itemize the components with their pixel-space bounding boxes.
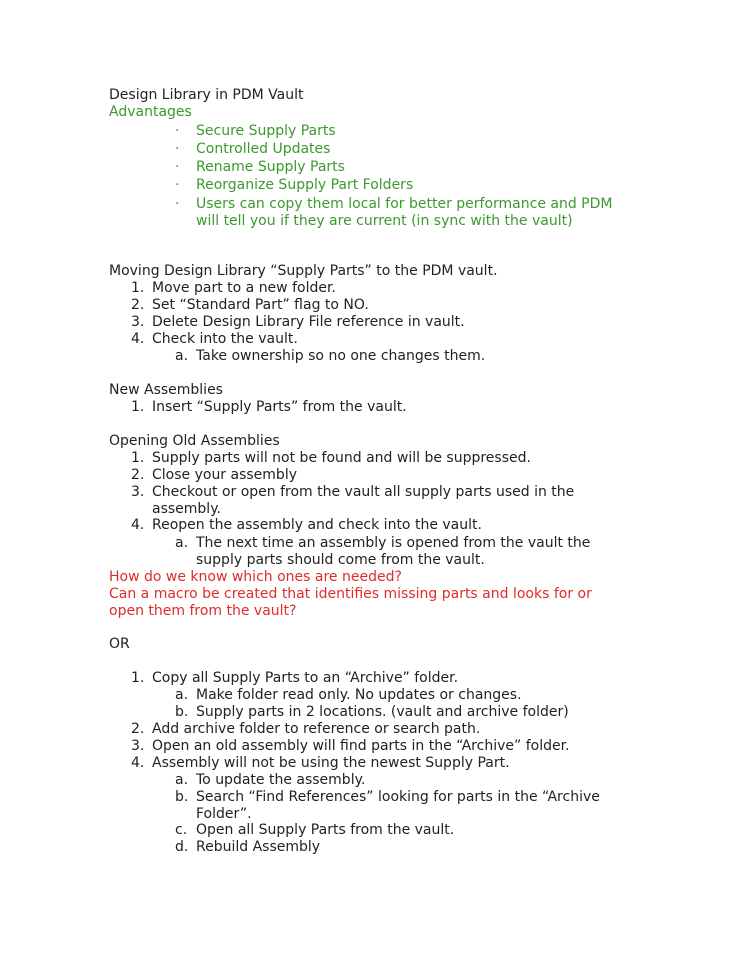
bullet-icon: · [175, 177, 180, 193]
list-item: Take ownership so no one changes them. [196, 348, 486, 364]
list-number: 1. [131, 280, 145, 296]
list-item: Close your assembly [152, 467, 297, 483]
list-item: Insert “Supply Parts” from the vault. [152, 399, 407, 415]
list-number: 2. [131, 467, 145, 483]
advantages-heading: Advantages [109, 104, 192, 120]
list-number: 2. [131, 297, 145, 313]
list-item-continued: supply parts should come from the vault. [196, 552, 485, 568]
list-item-continued: Folder”. [196, 806, 252, 822]
list-item: Set “Standard Part” flag to NO. [152, 297, 369, 313]
advantage-item: Controlled Updates [196, 141, 331, 157]
list-item: Rebuild Assembly [196, 839, 321, 855]
old-assemblies-heading: Opening Old Assemblies [109, 433, 280, 449]
bullet-icon: · [175, 196, 180, 212]
list-number: 1. [131, 670, 145, 686]
question-text: open them from the vault? [109, 603, 297, 619]
bullet-icon: · [175, 123, 180, 139]
list-number: 4. [131, 517, 145, 533]
list-letter: a. [175, 348, 189, 364]
list-number: 3. [131, 738, 145, 754]
question-text: Can a macro be created that identifies missing parts and looks for or [109, 586, 592, 602]
list-item: Supply parts in 2 locations. (vault and archive folder) [196, 704, 569, 720]
list-letter: b. [175, 704, 189, 720]
advantage-item: Rename Supply Parts [196, 159, 345, 175]
bullet-icon: · [175, 159, 180, 175]
list-letter: d. [175, 839, 189, 855]
list-item: Make folder read only. No updates or changes. [196, 687, 522, 703]
advantage-item: Reorganize Supply Part Folders [196, 177, 414, 193]
moving-heading: Moving Design Library “Supply Parts” to the PDM vault. [109, 263, 498, 279]
list-item: Open an old assembly will find parts in the “Archive” folder. [152, 738, 570, 754]
list-number: 4. [131, 755, 145, 771]
bullet-icon: · [175, 141, 180, 157]
list-item: Add archive folder to reference or search path. [152, 721, 481, 737]
list-letter: a. [175, 687, 189, 703]
page-title: Design Library in PDM Vault [109, 87, 304, 103]
list-item-continued: assembly. [152, 501, 221, 517]
new-assemblies-heading: New Assemblies [109, 382, 223, 398]
list-item: Check into the vault. [152, 331, 298, 347]
list-item: Copy all Supply Parts to an “Archive” folder. [152, 670, 459, 686]
list-item: Open all Supply Parts from the vault. [196, 822, 455, 838]
or-label: OR [109, 636, 130, 652]
advantage-item: Users can copy them local for better performance and PDM [196, 196, 613, 212]
list-number: 3. [131, 484, 145, 500]
list-item: The next time an assembly is opened from the vault the [196, 535, 591, 551]
list-letter: b. [175, 789, 189, 805]
list-item: Search “Find References” looking for parts in the “Archive [196, 789, 600, 805]
list-letter: a. [175, 772, 189, 788]
list-item: Delete Design Library File reference in vault. [152, 314, 465, 330]
question-text: How do we know which ones are needed? [109, 569, 402, 585]
advantage-item-continued: will tell you if they are current (in sync with the vault) [196, 213, 573, 229]
list-item: Reopen the assembly and check into the vault. [152, 517, 482, 533]
list-number: 1. [131, 450, 145, 466]
list-item: Move part to a new folder. [152, 280, 336, 296]
list-number: 4. [131, 331, 145, 347]
list-number: 3. [131, 314, 145, 330]
list-item: Checkout or open from the vault all supply parts used in the [152, 484, 575, 500]
list-letter: a. [175, 535, 189, 551]
list-letter: c. [175, 822, 188, 838]
list-number: 2. [131, 721, 145, 737]
list-item: Assembly will not be using the newest Supply Part. [152, 755, 510, 771]
advantage-item: Secure Supply Parts [196, 123, 336, 139]
list-item: Supply parts will not be found and will be suppressed. [152, 450, 531, 466]
list-number: 1. [131, 399, 145, 415]
list-item: To update the assembly. [196, 772, 366, 788]
